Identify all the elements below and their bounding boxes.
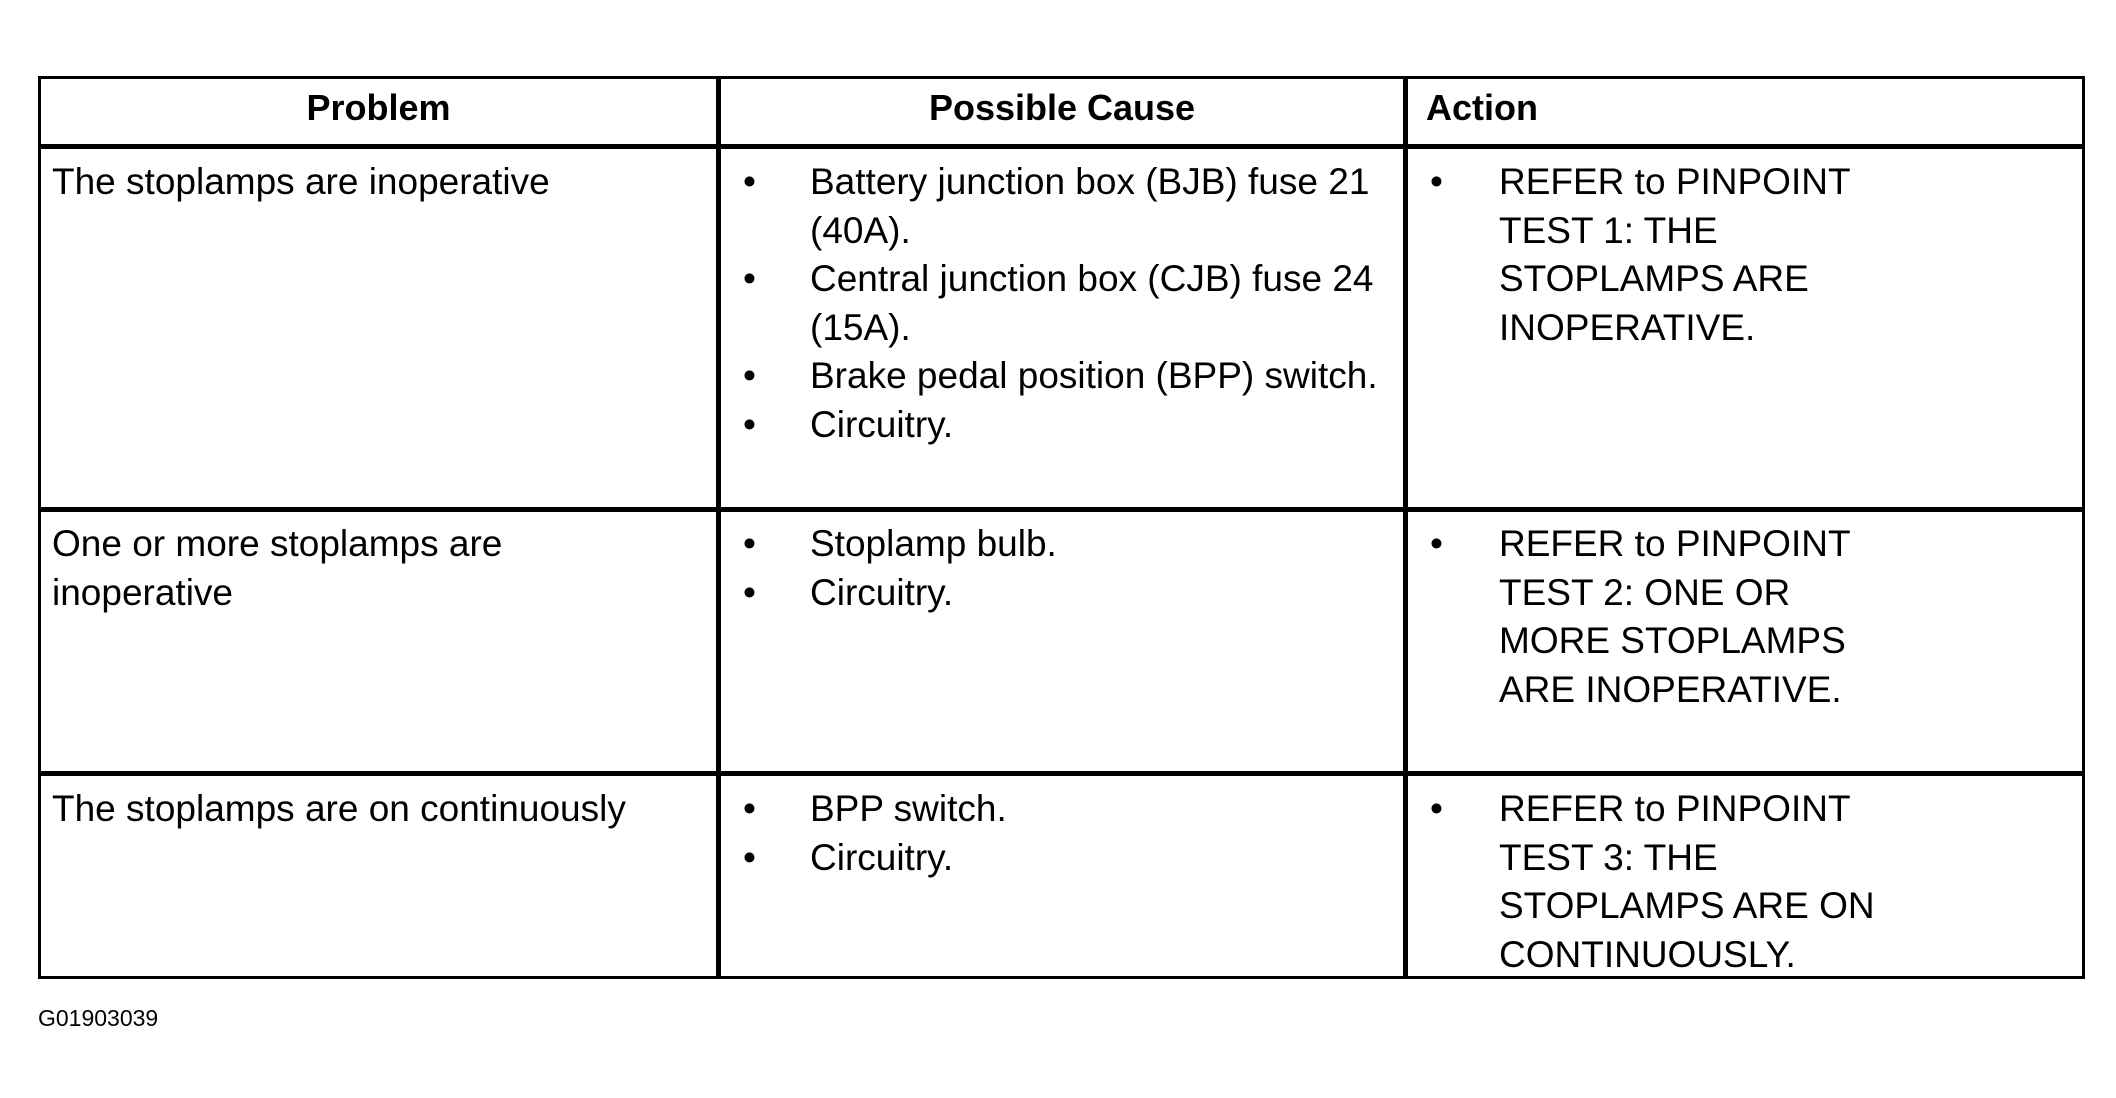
cause-item: • Stoplamp bulb. <box>721 520 1403 569</box>
figure-id: G01903039 <box>38 1005 159 1031</box>
row-3-causes <box>721 785 1403 882</box>
bullet-icon: • <box>743 403 756 445</box>
cause-item: • Central junction box (CJB) fuse 24 (15A). <box>721 255 1403 352</box>
cause-item: • Battery junction box (BJB) fuse 21 (40A). <box>721 158 1403 255</box>
bullet-icon: • <box>743 355 756 396</box>
row-divider <box>41 507 2082 512</box>
bullet-icon: • <box>743 258 756 299</box>
row-1-causes <box>721 158 1403 449</box>
cause-item: • Circuitry. <box>721 401 1403 450</box>
row-2-problem: One or more stoplamps are inoperative <box>52 523 503 613</box>
cause-item: • Circuitry. <box>721 569 1403 618</box>
action-item: • REFER to PINPOINT TEST 2: ONE OR MORE STOPLAMPS ARE INOPERATIVE. <box>1408 520 2085 714</box>
row-3-action <box>1408 785 2085 979</box>
bullet-icon: • <box>743 788 756 829</box>
header-divider <box>41 144 2082 149</box>
bullet-icon: • <box>743 161 756 202</box>
row-1-action <box>1408 158 2085 352</box>
row-2-action <box>1408 520 2085 714</box>
bullet-icon: • <box>743 571 756 613</box>
cause-item: • Brake pedal position (BPP) switch. <box>721 352 1403 401</box>
action-item: • REFER to PINPOINT TEST 3: THE STOPLAMPS ARE ON CONTINUOUSLY. <box>1408 785 2085 979</box>
bullet-icon: • <box>743 836 756 878</box>
action-item: • REFER to PINPOINT TEST 1: THE STOPLAMPS ARE INOPERATIVE. <box>1408 158 2085 352</box>
row-3-problem: The stoplamps are on continuously <box>52 788 626 829</box>
bullet-icon: • <box>1430 161 1443 202</box>
bullet-icon: • <box>1430 523 1443 564</box>
bullet-icon: • <box>1430 788 1443 829</box>
cause-item: • Circuitry. <box>721 834 1403 883</box>
row-1-problem: The stoplamps are inoperative <box>52 161 550 202</box>
header-problem: Problem <box>306 87 451 128</box>
header-action: Action <box>1426 87 1538 128</box>
bullet-icon: • <box>743 523 756 564</box>
row-2-causes <box>721 520 1403 617</box>
row-divider <box>41 771 2082 776</box>
header-possible-cause: Possible Cause <box>928 87 1196 128</box>
diagnosis-table <box>38 76 2085 979</box>
cause-item: • BPP switch. <box>721 785 1403 834</box>
